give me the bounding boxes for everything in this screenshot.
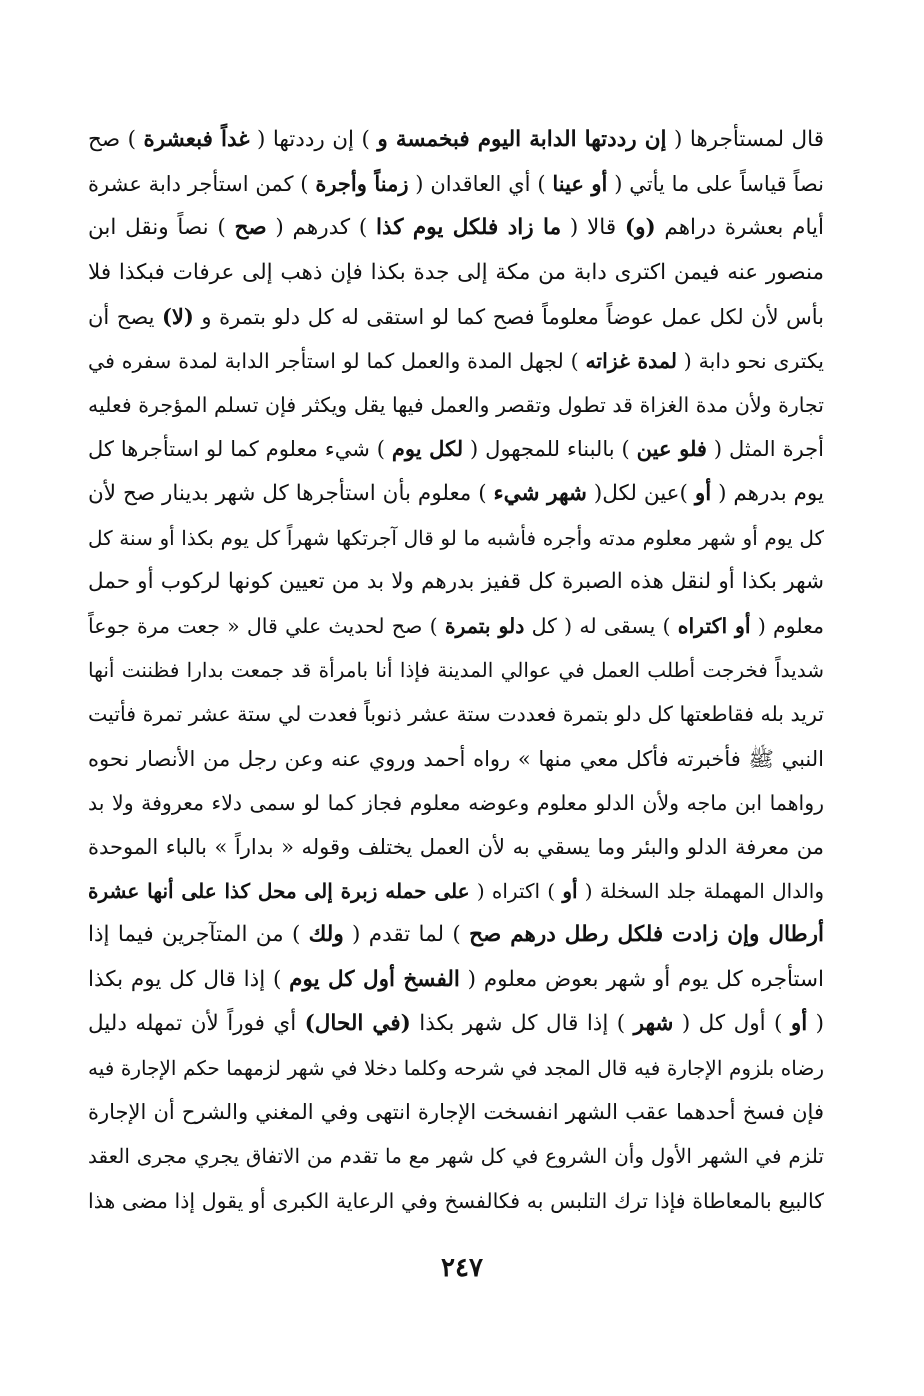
text-line bbox=[88, 1090, 824, 1134]
sharh-text: ) معلوم بأن استأجرها كل شهر بدينار صح لأن bbox=[88, 480, 494, 506]
sharh-text: تلزم في الشهر الأول وأن الشروع في كل شهر مع ما تقدم من الاتفاق يجري مجرى العقد bbox=[88, 1144, 824, 1169]
sharh-text: فإن فسخ أحدهما عقب الشهر انفسخت الإجارة انتهى وفي المغني والشرح أن الإجارة bbox=[88, 1100, 824, 1125]
sharh-text: رواهما ابن ماجه ولأن الدلو معلوم وعوضه معلوم فجاز كما لو سمى دلاء معروفة ولا بد bbox=[88, 790, 824, 815]
sharh-text: يوم بدرهم ( bbox=[711, 480, 824, 506]
sharh-text: كل يوم أو شهر معلوم مدته وأجره فأشبه ما لو قال آجرتكها شهراً كل يوم بكذا أو سنة كل bbox=[88, 525, 824, 550]
text-line bbox=[88, 648, 824, 692]
text-line bbox=[88, 472, 824, 516]
text-line bbox=[88, 118, 824, 162]
matn-text: أرطال وإن زادت فلكل رطل درهم صح bbox=[469, 922, 824, 948]
sharh-text: ) بالبناء للمجهول ( bbox=[463, 437, 637, 462]
text-line bbox=[88, 692, 824, 736]
matn-text: لكل يوم bbox=[391, 436, 464, 462]
sharh-text: أجرة المثل ( bbox=[706, 437, 824, 462]
sharh-text: يكترى نحو دابة ( bbox=[676, 348, 824, 373]
text-line bbox=[88, 604, 824, 648]
sharh-text: رضاه بلزوم الإجارة فيه قال المجد في شرحه وكلما دخلا في شهر لزمهما حكم الإجارة فيه bbox=[88, 1055, 824, 1080]
matn-text: أو bbox=[790, 1010, 808, 1036]
sharh-text: قالا ( bbox=[561, 215, 625, 241]
sharh-text: قال لمستأجرها ( bbox=[666, 127, 824, 152]
sharh-text: ) صح bbox=[88, 127, 144, 152]
text-line bbox=[88, 251, 824, 295]
sharh-text: )عين لكل( bbox=[586, 480, 695, 506]
text-line bbox=[88, 825, 824, 869]
sharh-text: كالبيع بالمعاطاة فإذا ترك التلبس به فكالفسخ وفي الرعاية الكبرى أو يقول إذا مضى هذا bbox=[88, 1188, 824, 1213]
text-line bbox=[88, 958, 824, 1002]
text-line bbox=[88, 1179, 824, 1223]
sharh-text: أي فوراً لأن تمهله دليل bbox=[88, 1010, 305, 1036]
text-line bbox=[88, 339, 824, 383]
matn-text: على حمله زبرة إلى محل كذا على أنها عشرة bbox=[88, 879, 470, 904]
text-line bbox=[88, 383, 824, 427]
sharh-text: ) إذا قال كل يوم بكذا bbox=[88, 966, 290, 992]
body-text bbox=[88, 118, 824, 1223]
sharh-text: ) من المتآجرين فيما إذا bbox=[88, 922, 309, 948]
matn-text: الفسخ أول كل يوم bbox=[289, 966, 460, 992]
matn-text: فلو عين bbox=[636, 436, 707, 462]
matn-text: غداً فبعشرة bbox=[143, 127, 250, 152]
text-line bbox=[88, 1046, 824, 1090]
text-line bbox=[88, 427, 824, 471]
matn-text: (في الحال) bbox=[304, 1010, 411, 1036]
text-line bbox=[88, 781, 824, 825]
matn-text: أو اكتراه bbox=[677, 614, 751, 639]
matn-text: أو عينا bbox=[552, 171, 608, 197]
sharh-text: ) كمن استأجر دابة عشرة bbox=[88, 172, 316, 197]
text-line bbox=[88, 1134, 824, 1178]
matn-text: دلو بتمرة bbox=[444, 614, 525, 639]
sharh-text: ) صح لحديث علي قال « جعت مرة جوعاً bbox=[88, 614, 445, 639]
matn-text: لمدة غزاته bbox=[585, 348, 677, 373]
matn-text: أو bbox=[562, 879, 578, 904]
text-line bbox=[88, 206, 824, 250]
matn-text: ما زاد فلكل يوم كذا bbox=[376, 215, 562, 241]
sharh-text: ) اكتراه ( bbox=[469, 879, 563, 904]
sharh-text: منصور عنه فيمن اكترى دابة من مكة إلى جدة بكذا فإن ذهب إلى عرفات فبكذا فلا bbox=[88, 259, 824, 285]
sharh-text: والدال المهملة جلد السخلة ( bbox=[577, 879, 824, 904]
sharh-text: تجارة ولأن مدة الغزاة قد تطول وتقصر والعمل فيها يقل ويكثر فإن تسلم المؤجرة فعليه bbox=[88, 393, 824, 418]
sharh-text: أيام بعشرة دراهم bbox=[655, 215, 824, 241]
text-line bbox=[88, 869, 824, 913]
sharh-text: ) إن رددتها ( bbox=[249, 127, 378, 152]
sharh-text: ) لجهل المدة والعمل كما لو استأجر الدابة لمدة سفره في bbox=[88, 348, 586, 373]
sharh-text: ) إذا قال كل شهر بكذا bbox=[410, 1010, 634, 1036]
sharh-text: بأس لأن لكل عمل عوضاً معلوماً فصح كما لو استقى له كل دلو بتمرة و bbox=[193, 304, 824, 329]
sharh-text: ( bbox=[807, 1010, 824, 1036]
matn-text: شهر شيء bbox=[493, 480, 587, 506]
sharh-text: تريد بله فقاطعتها كل دلو بتمرة فعددت ستة عشر ذنوباً فعدت لي ستة عشر تمرة فأتيت bbox=[88, 702, 824, 727]
sharh-text: ) أول كل ( bbox=[673, 1010, 791, 1036]
sharh-text: ) لما تقدم ( bbox=[343, 922, 470, 948]
text-line bbox=[88, 516, 824, 560]
text-line bbox=[88, 295, 824, 339]
sharh-text: نصاً قياساً على ما يأتي ( bbox=[607, 172, 824, 197]
matn-text: إن رددتها الدابة اليوم فبخمسة و bbox=[377, 127, 667, 152]
sharh-text: ) كدرهم ( bbox=[266, 215, 377, 241]
matn-text: شهر bbox=[633, 1010, 674, 1036]
text-line bbox=[88, 1002, 824, 1046]
sharh-text: من معرفة الدلو والبئر وما يسقي به لأن العمل يختلف وقوله « بداراً » بالباء الموحدة bbox=[88, 835, 824, 859]
sharh-text: ) أي العاقدان ( bbox=[408, 172, 553, 197]
sharh-text: ) يسقى له ( كل bbox=[524, 614, 678, 639]
text-line bbox=[88, 737, 824, 781]
matn-text: أو bbox=[694, 480, 712, 506]
text-line bbox=[88, 913, 824, 957]
matn-text: (لا) bbox=[161, 303, 194, 329]
page-number: ٢٤٧ bbox=[441, 1253, 483, 1283]
sharh-text: معلوم ( bbox=[750, 614, 824, 639]
text-line bbox=[88, 162, 824, 206]
sharh-text: يصح أن bbox=[88, 304, 162, 329]
sharh-text: شهر بكذا أو لنقل هذه الصبرة كل قفيز بدرهم ولا بد من تعيين كونها لركوب أو حمل bbox=[88, 568, 824, 594]
sharh-text: النبي ﷺ فأخبرته فأكل معي منها » رواه أحمد وروي عنه وعن رجل من الأنصار نحوه bbox=[88, 746, 824, 771]
matn-text: (و) bbox=[624, 215, 656, 241]
matn-text: ولك bbox=[308, 922, 344, 948]
sharh-text: شديداً فخرجت أطلب العمل في عوالي المدينة فإذا أنا بامرأة قد جمعت بدارا فظننت أنها bbox=[88, 658, 824, 683]
matn-text: صح bbox=[234, 215, 267, 241]
matn-text: زمناً وأجرة bbox=[315, 171, 409, 197]
text-line bbox=[88, 560, 824, 604]
sharh-text: ) نصاً ونقل ابن bbox=[88, 215, 235, 241]
sharh-text: استأجره كل يوم أو شهر بعوض معلوم ( bbox=[459, 966, 824, 992]
sharh-text: ) شيء معلوم كما لو استأجرها كل bbox=[88, 437, 392, 462]
